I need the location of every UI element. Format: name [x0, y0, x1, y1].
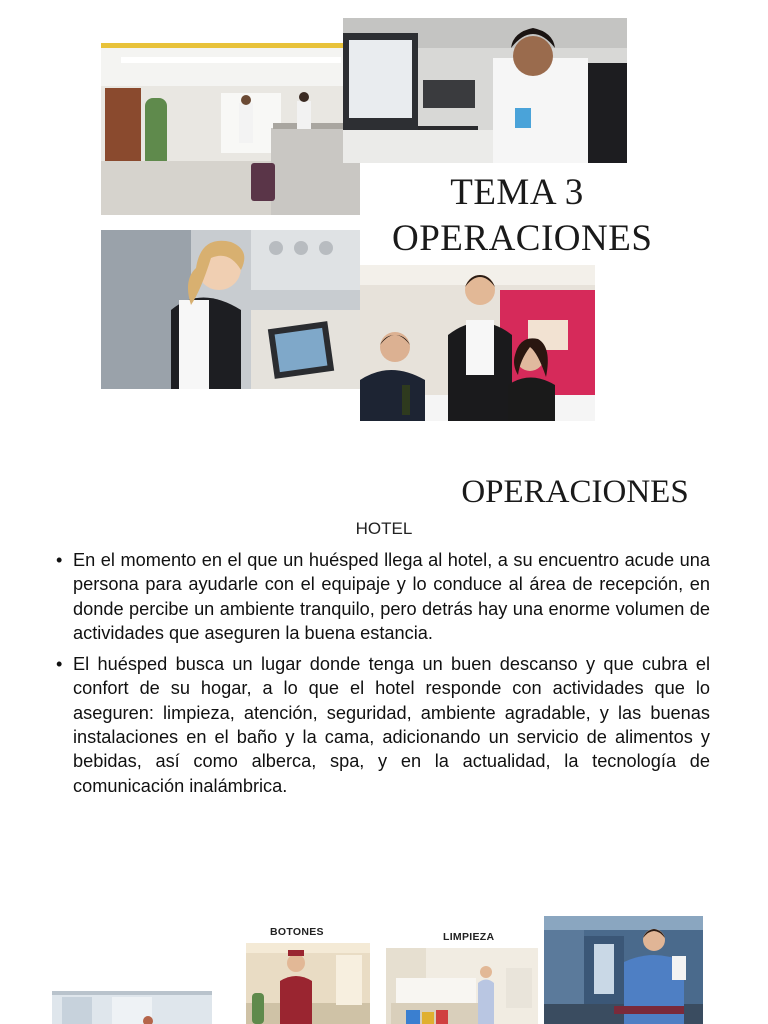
hallway-staff-photo [544, 916, 703, 1024]
reception-operator-photo [343, 18, 627, 163]
housekeeping-photo [386, 948, 538, 1024]
bullet-list [56, 548, 710, 805]
hotel-lobby-photo [101, 43, 360, 215]
caption-botones: BOTONES [270, 926, 324, 938]
slide-2 [0, 440, 768, 1024]
restaurant-waiter-photo [360, 265, 595, 421]
caption-limpieza: LIMPIEZA [443, 931, 495, 943]
slide-1 [0, 0, 768, 440]
bullet-item: • En el momento en el que un huésped llega al hotel, a su encuentro acude una persona para ayudarle con el equipaje y lo conduce al área de recepción, en donde percibe un ambiente tranquilo, pero detrás hay una enorme volumen de actividades que aseguren la buena estancia. [56, 548, 710, 645]
bellboy-photo [246, 943, 370, 1024]
slide-2-title: OPERACIONES [461, 474, 689, 510]
slide-1-title [392, 170, 653, 262]
title-line-2: OPERACIONES [392, 218, 653, 259]
slide-2-subtitle: HOTEL [355, 519, 413, 538]
title-line-1: TEMA 3 [450, 172, 584, 213]
waitress-pos-photo [101, 230, 360, 389]
office-photo [52, 991, 212, 1024]
bullet-item: • El huésped busca un lugar donde tenga un buen descanso y que cubra el confort de su hogar, a lo que el hotel responde con actividades que lo aseguren: limpieza, atención, seguridad, ambiente agradable, y las buenas instalaciones en el baño y la cama, adicionando un servicio de alimentos y bebidas, así como alberca, spa, y en la actualidad, la tecnología de comunicación inalámbrica. [56, 652, 710, 798]
